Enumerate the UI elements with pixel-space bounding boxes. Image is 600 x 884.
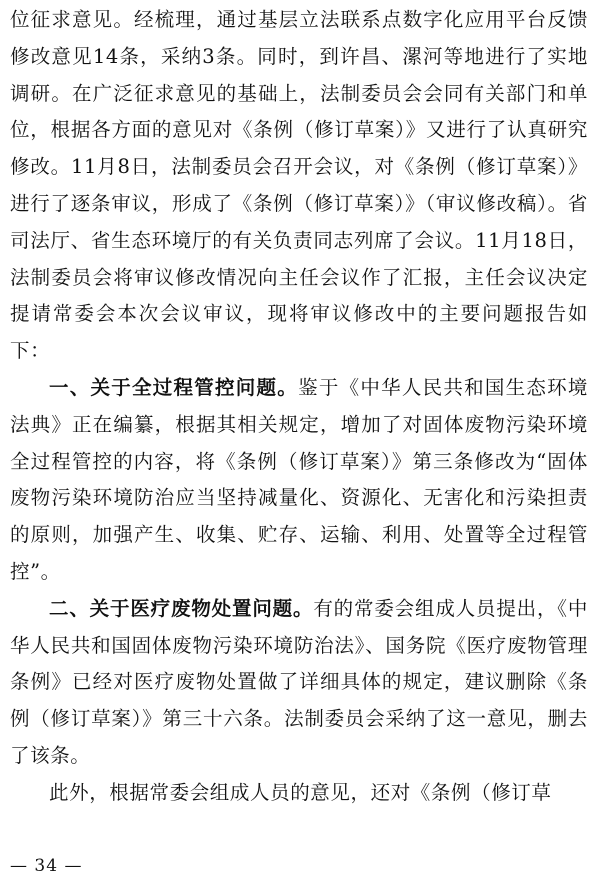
page-number: — 34 —: [10, 856, 83, 876]
paragraph-1: [10, 2, 588, 370]
paragraph-2-text: 鉴于《中华人民共和国生态环境法典》正在编纂，根据其相关规定，增加了对固体废物污染环境全过程管控的内容，将《条例（修订草案）》第三条修改为“固体废物污染环境防治应当坚持减量化、资源化、无害化和污染担责的原则，加强产生、收集、贮存、运输、利用、处置等全过程管控”。: [10, 375, 589, 583]
paragraph-4: [10, 775, 588, 812]
section-heading-1: 一、关于全过程管控问题。: [49, 375, 299, 399]
paragraph-3: [10, 591, 588, 775]
paragraph-2: [10, 370, 588, 591]
section-heading-2: 二、关于医疗废物处置问题。: [49, 596, 314, 620]
paragraph-3-text: 有的常委会组成人员提出，《中华人民共和国固体废物污染环境防治法》、国务院《医疗废物管理条例》已经对医疗废物处置做了详细具体的规定，建议删除《条例（修订草案）》第三十六条。法制委员会采纳了这一意见，删去了该条。: [10, 596, 588, 767]
paragraph-1-text: 位征求意见。经梳理，通过基层立法联系点数字化应用平台反馈修改意见14条，采纳3条。同时，到许昌、漯河等地进行了实地调研。在广泛征求意见的基础上，法制委员会会同有关部门和单位，根据各方面的意见对《条例（修订草案）》又进行了认真研究修改。11月8日，法制委员会召开会议，对《条例（修订草案）》进行了逐条审议，形成了《条例（修订草案）》（审议修改稿）。省司法厅、省生态环境厅的有关负责同志列席了会议。11月18日，法制委员会将审议修改情况向主任会议作了汇报，主任会议决定提请常委会本次会议审议，现将审议修改中的主要问题报告如下：: [10, 8, 588, 363]
paragraph-4-text: 此外，根据常委会组成人员的意见，还对《条例（修订草: [49, 780, 552, 804]
document-body: [10, 2, 588, 812]
